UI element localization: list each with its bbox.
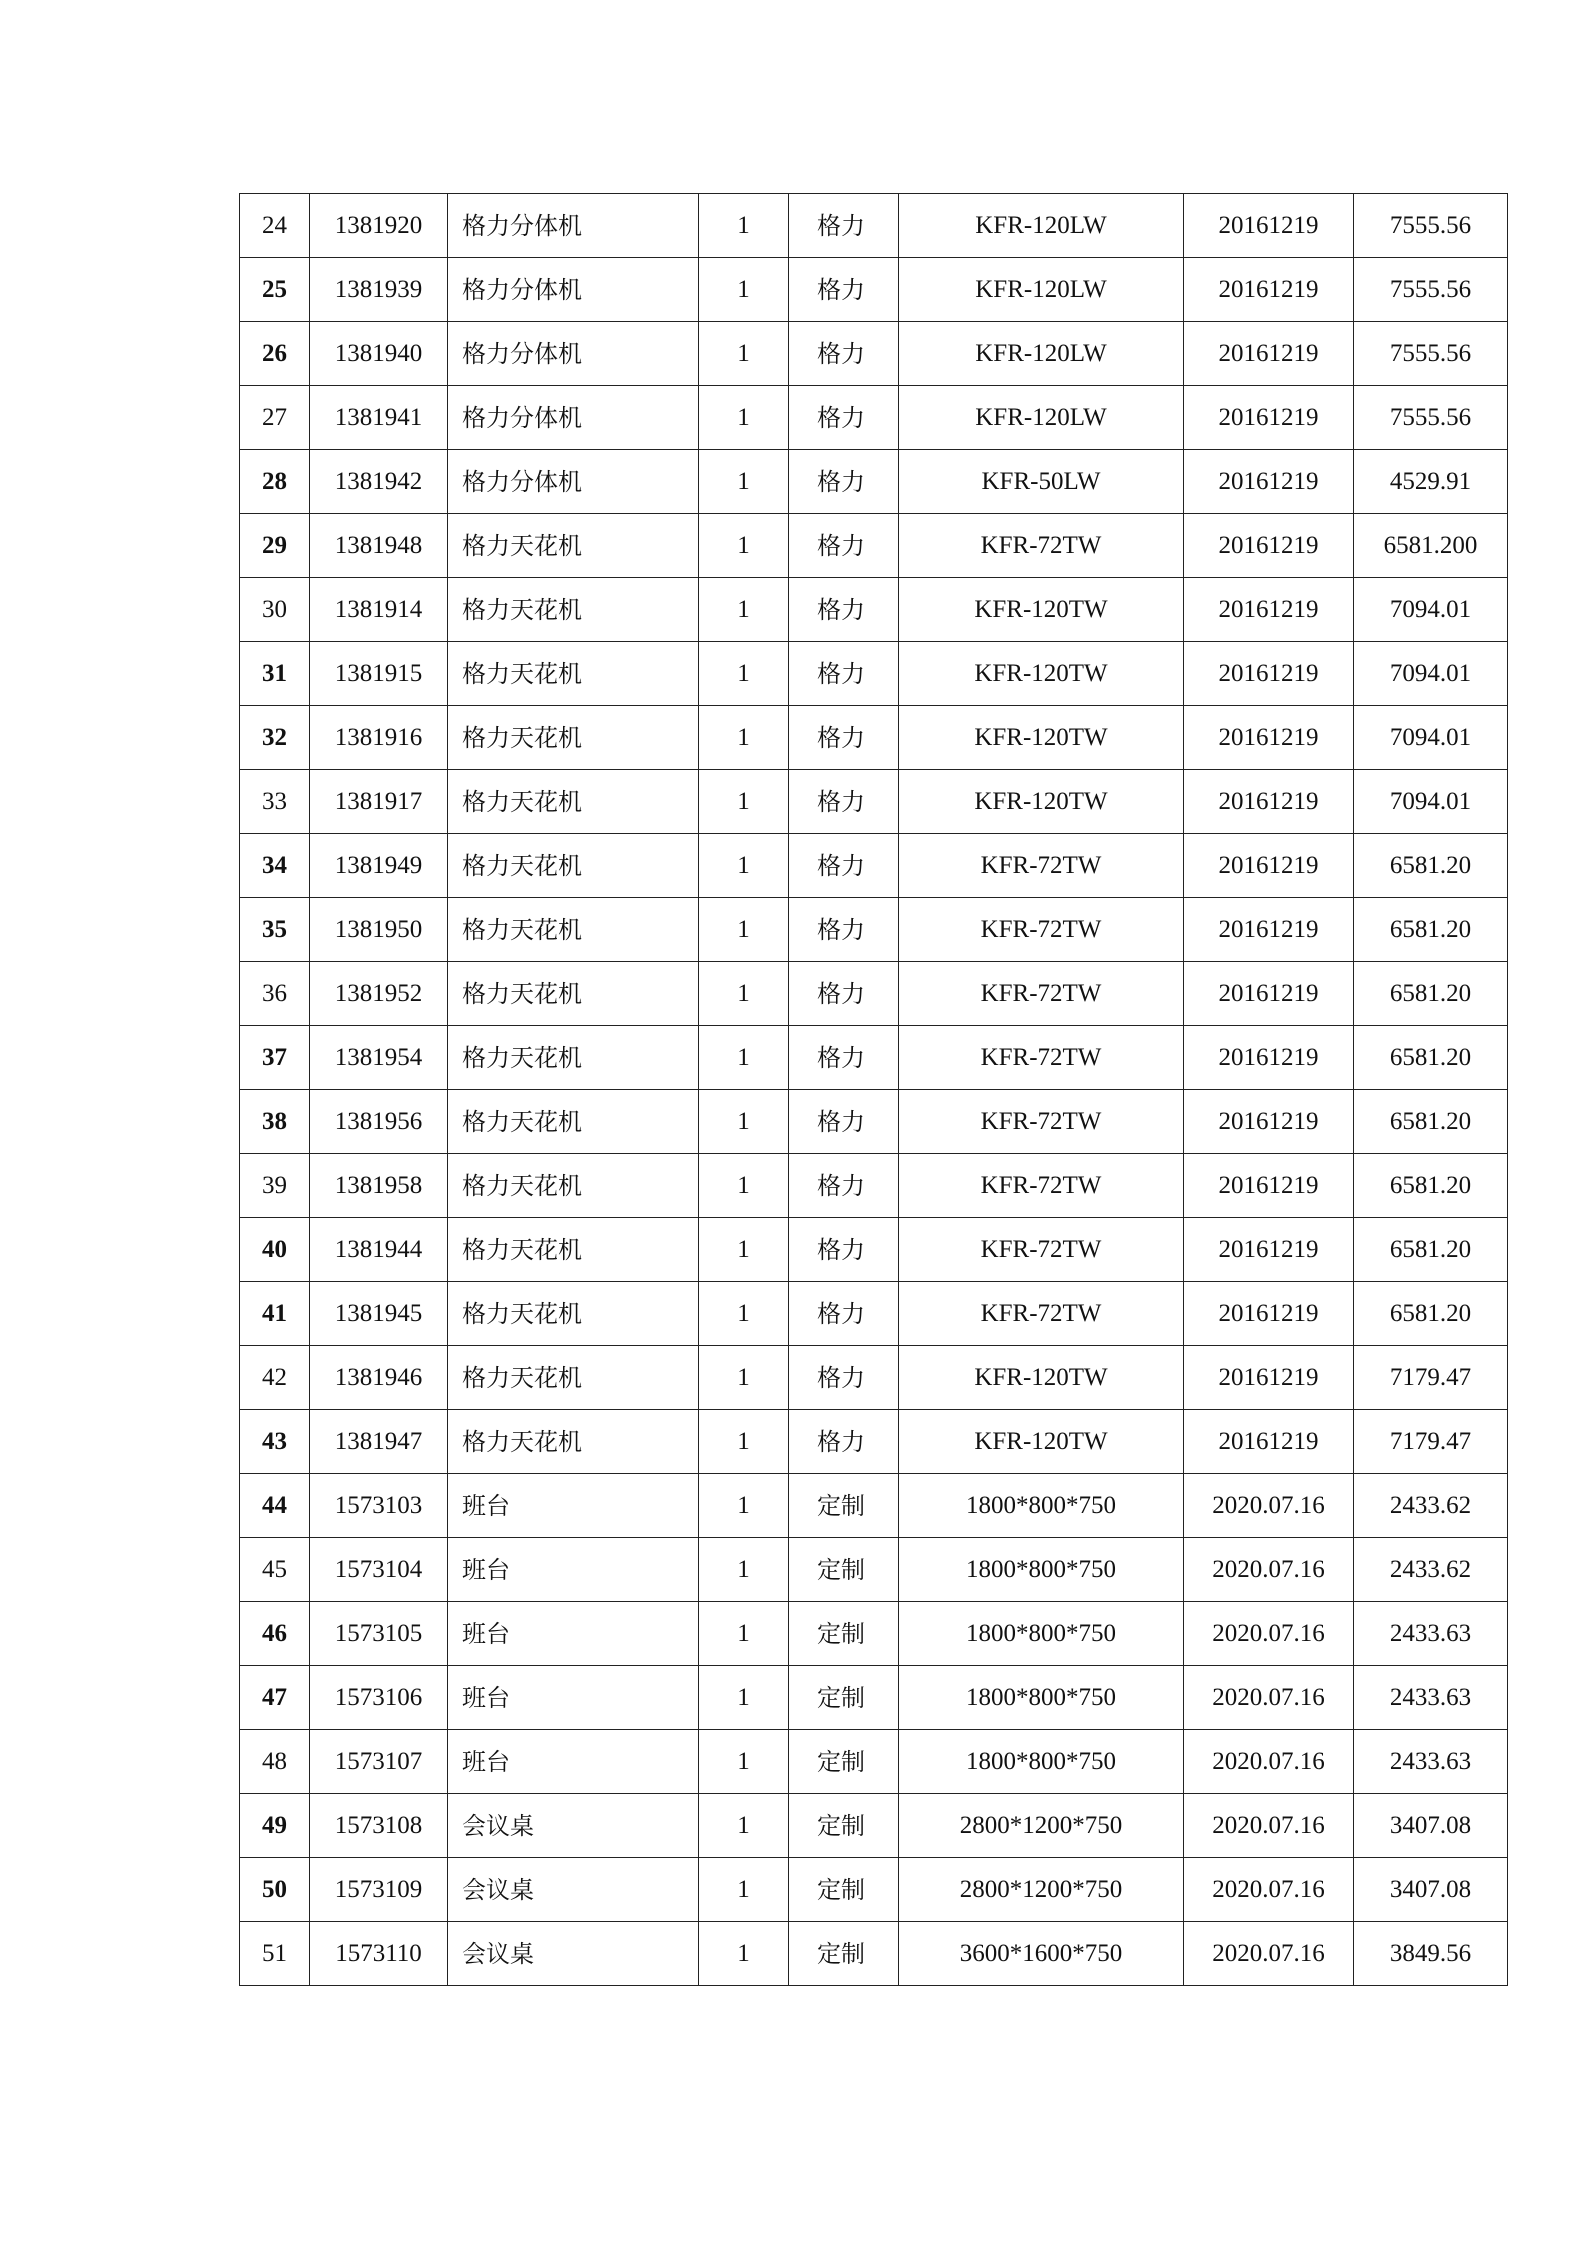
table-row: [240, 386, 1508, 450]
date-cell: 20161219: [1184, 770, 1354, 834]
price-cell: 2433.62: [1354, 1538, 1508, 1602]
asset-code-cell: 1381914: [310, 578, 448, 642]
brand-cell: 格力: [789, 1282, 899, 1346]
row-number-cell: 30: [240, 578, 310, 642]
date-cell: 20161219: [1184, 1090, 1354, 1154]
quantity-cell: 1: [699, 1090, 789, 1154]
asset-code-cell: 1381920: [310, 194, 448, 258]
asset-name-cell: 格力天花机: [448, 834, 699, 898]
price-cell: 6581.20: [1354, 1218, 1508, 1282]
asset-code-cell: 1381949: [310, 834, 448, 898]
asset-code-cell: 1381944: [310, 1218, 448, 1282]
date-cell: 20161219: [1184, 386, 1354, 450]
row-number-cell: 48: [240, 1730, 310, 1794]
table-row: [240, 1090, 1508, 1154]
quantity-cell: 1: [699, 322, 789, 386]
model-cell: 1800*800*750: [899, 1538, 1184, 1602]
model-cell: KFR-72TW: [899, 1154, 1184, 1218]
asset-name-cell: 格力天花机: [448, 962, 699, 1026]
asset-name-cell: 格力天花机: [448, 1346, 699, 1410]
asset-name-cell: 班台: [448, 1666, 699, 1730]
brand-cell: 定制: [789, 1922, 899, 1986]
price-cell: 3407.08: [1354, 1858, 1508, 1922]
table-row: [240, 1410, 1508, 1474]
table-row: [240, 258, 1508, 322]
asset-name-cell: 格力天花机: [448, 514, 699, 578]
asset-code-cell: 1573106: [310, 1666, 448, 1730]
brand-cell: 定制: [789, 1858, 899, 1922]
row-number-cell: 35: [240, 898, 310, 962]
model-cell: KFR-50LW: [899, 450, 1184, 514]
model-cell: KFR-120LW: [899, 194, 1184, 258]
quantity-cell: 1: [699, 1218, 789, 1282]
quantity-cell: 1: [699, 962, 789, 1026]
model-cell: 2800*1200*750: [899, 1794, 1184, 1858]
asset-code-cell: 1573103: [310, 1474, 448, 1538]
model-cell: KFR-72TW: [899, 1090, 1184, 1154]
date-cell: 20161219: [1184, 1410, 1354, 1474]
quantity-cell: 1: [699, 1538, 789, 1602]
price-cell: 7094.01: [1354, 706, 1508, 770]
brand-cell: 格力: [789, 1346, 899, 1410]
table-body: [240, 194, 1508, 1986]
brand-cell: 格力: [789, 898, 899, 962]
asset-name-cell: 格力天花机: [448, 642, 699, 706]
quantity-cell: 1: [699, 898, 789, 962]
row-number-cell: 37: [240, 1026, 310, 1090]
table-row: [240, 1538, 1508, 1602]
asset-name-cell: 格力天花机: [448, 1218, 699, 1282]
price-cell: 6581.20: [1354, 898, 1508, 962]
date-cell: 20161219: [1184, 514, 1354, 578]
price-cell: 6581.200: [1354, 514, 1508, 578]
date-cell: 20161219: [1184, 1218, 1354, 1282]
quantity-cell: 1: [699, 770, 789, 834]
row-number-cell: 32: [240, 706, 310, 770]
quantity-cell: 1: [699, 1602, 789, 1666]
price-cell: 2433.63: [1354, 1730, 1508, 1794]
price-cell: 3849.56: [1354, 1922, 1508, 1986]
model-cell: 1800*800*750: [899, 1730, 1184, 1794]
quantity-cell: 1: [699, 834, 789, 898]
brand-cell: 格力: [789, 962, 899, 1026]
row-number-cell: 40: [240, 1218, 310, 1282]
row-number-cell: 34: [240, 834, 310, 898]
row-number-cell: 25: [240, 258, 310, 322]
table-row: [240, 1474, 1508, 1538]
model-cell: KFR-72TW: [899, 1282, 1184, 1346]
brand-cell: 定制: [789, 1538, 899, 1602]
row-number-cell: 36: [240, 962, 310, 1026]
model-cell: KFR-120TW: [899, 578, 1184, 642]
asset-code-cell: 1381947: [310, 1410, 448, 1474]
asset-code-cell: 1381942: [310, 450, 448, 514]
date-cell: 20161219: [1184, 1346, 1354, 1410]
model-cell: KFR-72TW: [899, 1026, 1184, 1090]
asset-code-cell: 1573104: [310, 1538, 448, 1602]
price-cell: 7094.01: [1354, 642, 1508, 706]
asset-name-cell: 格力天花机: [448, 1090, 699, 1154]
asset-code-cell: 1381916: [310, 706, 448, 770]
brand-cell: 格力: [789, 1090, 899, 1154]
quantity-cell: 1: [699, 1858, 789, 1922]
row-number-cell: 44: [240, 1474, 310, 1538]
date-cell: 20161219: [1184, 706, 1354, 770]
model-cell: KFR-72TW: [899, 898, 1184, 962]
asset-name-cell: 格力天花机: [448, 1154, 699, 1218]
price-cell: 2433.63: [1354, 1602, 1508, 1666]
date-cell: 2020.07.16: [1184, 1666, 1354, 1730]
price-cell: 6581.20: [1354, 962, 1508, 1026]
row-number-cell: 43: [240, 1410, 310, 1474]
table-row: [240, 1218, 1508, 1282]
table-row: [240, 1794, 1508, 1858]
asset-name-cell: 格力分体机: [448, 386, 699, 450]
quantity-cell: 1: [699, 1730, 789, 1794]
model-cell: KFR-120LW: [899, 322, 1184, 386]
row-number-cell: 28: [240, 450, 310, 514]
row-number-cell: 51: [240, 1922, 310, 1986]
table-row: [240, 322, 1508, 386]
model-cell: KFR-72TW: [899, 962, 1184, 1026]
table-row: [240, 1154, 1508, 1218]
asset-code-cell: 1381950: [310, 898, 448, 962]
brand-cell: 格力: [789, 770, 899, 834]
table-row: [240, 578, 1508, 642]
table-row: [240, 770, 1508, 834]
asset-name-cell: 格力天花机: [448, 578, 699, 642]
asset-code-cell: 1573109: [310, 1858, 448, 1922]
date-cell: 2020.07.16: [1184, 1538, 1354, 1602]
brand-cell: 格力: [789, 1410, 899, 1474]
brand-cell: 格力: [789, 1218, 899, 1282]
price-cell: 2433.62: [1354, 1474, 1508, 1538]
asset-name-cell: 会议桌: [448, 1794, 699, 1858]
brand-cell: 格力: [789, 1026, 899, 1090]
row-number-cell: 38: [240, 1090, 310, 1154]
asset-name-cell: 格力天花机: [448, 898, 699, 962]
model-cell: KFR-120LW: [899, 258, 1184, 322]
asset-code-cell: 1381954: [310, 1026, 448, 1090]
table-row: [240, 1026, 1508, 1090]
price-cell: 7179.47: [1354, 1346, 1508, 1410]
asset-code-cell: 1381946: [310, 1346, 448, 1410]
model-cell: 2800*1200*750: [899, 1858, 1184, 1922]
date-cell: 20161219: [1184, 194, 1354, 258]
brand-cell: 格力: [789, 578, 899, 642]
table-row: [240, 514, 1508, 578]
brand-cell: 格力: [789, 322, 899, 386]
date-cell: 20161219: [1184, 898, 1354, 962]
table-row: [240, 1282, 1508, 1346]
quantity-cell: 1: [699, 258, 789, 322]
brand-cell: 定制: [789, 1474, 899, 1538]
date-cell: 20161219: [1184, 834, 1354, 898]
asset-code-cell: 1381956: [310, 1090, 448, 1154]
asset-code-cell: 1573107: [310, 1730, 448, 1794]
table-row: [240, 834, 1508, 898]
quantity-cell: 1: [699, 642, 789, 706]
table-row: [240, 1922, 1508, 1986]
date-cell: 2020.07.16: [1184, 1730, 1354, 1794]
asset-name-cell: 会议桌: [448, 1858, 699, 1922]
model-cell: KFR-72TW: [899, 1218, 1184, 1282]
quantity-cell: 1: [699, 194, 789, 258]
asset-name-cell: 格力分体机: [448, 194, 699, 258]
price-cell: 6581.20: [1354, 1282, 1508, 1346]
asset-name-cell: 格力分体机: [448, 258, 699, 322]
date-cell: 20161219: [1184, 322, 1354, 386]
asset-code-cell: 1573110: [310, 1922, 448, 1986]
row-number-cell: 27: [240, 386, 310, 450]
row-number-cell: 24: [240, 194, 310, 258]
brand-cell: 格力: [789, 514, 899, 578]
table-row: [240, 706, 1508, 770]
asset-code-cell: 1381940: [310, 322, 448, 386]
asset-code-cell: 1381915: [310, 642, 448, 706]
quantity-cell: 1: [699, 1282, 789, 1346]
quantity-cell: 1: [699, 1922, 789, 1986]
price-cell: 7179.47: [1354, 1410, 1508, 1474]
brand-cell: 格力: [789, 834, 899, 898]
model-cell: 1800*800*750: [899, 1602, 1184, 1666]
asset-name-cell: 班台: [448, 1602, 699, 1666]
row-number-cell: 39: [240, 1154, 310, 1218]
asset-code-cell: 1381941: [310, 386, 448, 450]
brand-cell: 定制: [789, 1730, 899, 1794]
quantity-cell: 1: [699, 706, 789, 770]
brand-cell: 格力: [789, 386, 899, 450]
model-cell: 3600*1600*750: [899, 1922, 1184, 1986]
quantity-cell: 1: [699, 1410, 789, 1474]
price-cell: 7094.01: [1354, 578, 1508, 642]
price-cell: 6581.20: [1354, 1090, 1508, 1154]
date-cell: 20161219: [1184, 1282, 1354, 1346]
date-cell: 2020.07.16: [1184, 1794, 1354, 1858]
brand-cell: 格力: [789, 258, 899, 322]
asset-name-cell: 格力天花机: [448, 1282, 699, 1346]
row-number-cell: 41: [240, 1282, 310, 1346]
quantity-cell: 1: [699, 1154, 789, 1218]
date-cell: 20161219: [1184, 962, 1354, 1026]
quantity-cell: 1: [699, 1666, 789, 1730]
price-cell: 7555.56: [1354, 322, 1508, 386]
asset-code-cell: 1573105: [310, 1602, 448, 1666]
quantity-cell: 1: [699, 1474, 789, 1538]
brand-cell: 格力: [789, 706, 899, 770]
asset-code-cell: 1381917: [310, 770, 448, 834]
quantity-cell: 1: [699, 578, 789, 642]
asset-name-cell: 格力天花机: [448, 1410, 699, 1474]
date-cell: 20161219: [1184, 258, 1354, 322]
table-row: [240, 898, 1508, 962]
price-cell: 6581.20: [1354, 834, 1508, 898]
table-row: [240, 194, 1508, 258]
asset-code-cell: 1381939: [310, 258, 448, 322]
date-cell: 20161219: [1184, 578, 1354, 642]
date-cell: 2020.07.16: [1184, 1602, 1354, 1666]
asset-name-cell: 格力天花机: [448, 1026, 699, 1090]
price-cell: 7094.01: [1354, 770, 1508, 834]
model-cell: KFR-72TW: [899, 514, 1184, 578]
row-number-cell: 47: [240, 1666, 310, 1730]
date-cell: 20161219: [1184, 1154, 1354, 1218]
asset-name-cell: 格力分体机: [448, 322, 699, 386]
brand-cell: 格力: [789, 642, 899, 706]
brand-cell: 定制: [789, 1602, 899, 1666]
row-number-cell: 26: [240, 322, 310, 386]
model-cell: KFR-120TW: [899, 1346, 1184, 1410]
date-cell: 2020.07.16: [1184, 1858, 1354, 1922]
asset-code-cell: 1381948: [310, 514, 448, 578]
brand-cell: 定制: [789, 1666, 899, 1730]
quantity-cell: 1: [699, 1026, 789, 1090]
table-row: [240, 1346, 1508, 1410]
table-row: [240, 962, 1508, 1026]
row-number-cell: 42: [240, 1346, 310, 1410]
quantity-cell: 1: [699, 386, 789, 450]
date-cell: 2020.07.16: [1184, 1922, 1354, 1986]
model-cell: KFR-120TW: [899, 1410, 1184, 1474]
table-row: [240, 1602, 1508, 1666]
price-cell: 7555.56: [1354, 386, 1508, 450]
asset-name-cell: 格力天花机: [448, 770, 699, 834]
model-cell: KFR-120TW: [899, 770, 1184, 834]
row-number-cell: 33: [240, 770, 310, 834]
price-cell: 3407.08: [1354, 1794, 1508, 1858]
brand-cell: 格力: [789, 194, 899, 258]
table-row: [240, 1666, 1508, 1730]
table-row: [240, 450, 1508, 514]
row-number-cell: 49: [240, 1794, 310, 1858]
model-cell: KFR-72TW: [899, 834, 1184, 898]
price-cell: 6581.20: [1354, 1154, 1508, 1218]
asset-name-cell: 格力天花机: [448, 706, 699, 770]
date-cell: 20161219: [1184, 450, 1354, 514]
model-cell: KFR-120TW: [899, 642, 1184, 706]
asset-code-cell: 1381952: [310, 962, 448, 1026]
model-cell: 1800*800*750: [899, 1474, 1184, 1538]
asset-name-cell: 班台: [448, 1538, 699, 1602]
quantity-cell: 1: [699, 1346, 789, 1410]
asset-list-table: [239, 193, 1508, 1986]
price-cell: 7555.56: [1354, 258, 1508, 322]
date-cell: 20161219: [1184, 642, 1354, 706]
table-row: [240, 1730, 1508, 1794]
row-number-cell: 31: [240, 642, 310, 706]
brand-cell: 格力: [789, 1154, 899, 1218]
model-cell: KFR-120TW: [899, 706, 1184, 770]
price-cell: 6581.20: [1354, 1026, 1508, 1090]
asset-name-cell: 班台: [448, 1730, 699, 1794]
quantity-cell: 1: [699, 1794, 789, 1858]
row-number-cell: 29: [240, 514, 310, 578]
asset-name-cell: 会议桌: [448, 1922, 699, 1986]
row-number-cell: 46: [240, 1602, 310, 1666]
price-cell: 4529.91: [1354, 450, 1508, 514]
brand-cell: 格力: [789, 450, 899, 514]
price-cell: 7555.56: [1354, 194, 1508, 258]
asset-code-cell: 1573108: [310, 1794, 448, 1858]
quantity-cell: 1: [699, 450, 789, 514]
quantity-cell: 1: [699, 514, 789, 578]
date-cell: 20161219: [1184, 1026, 1354, 1090]
table-row: [240, 642, 1508, 706]
asset-name-cell: 班台: [448, 1474, 699, 1538]
price-cell: 2433.63: [1354, 1666, 1508, 1730]
asset-code-cell: 1381958: [310, 1154, 448, 1218]
asset-code-cell: 1381945: [310, 1282, 448, 1346]
model-cell: 1800*800*750: [899, 1666, 1184, 1730]
asset-name-cell: 格力分体机: [448, 450, 699, 514]
brand-cell: 定制: [789, 1794, 899, 1858]
table-row: [240, 1858, 1508, 1922]
model-cell: KFR-120LW: [899, 386, 1184, 450]
row-number-cell: 45: [240, 1538, 310, 1602]
date-cell: 2020.07.16: [1184, 1474, 1354, 1538]
row-number-cell: 50: [240, 1858, 310, 1922]
